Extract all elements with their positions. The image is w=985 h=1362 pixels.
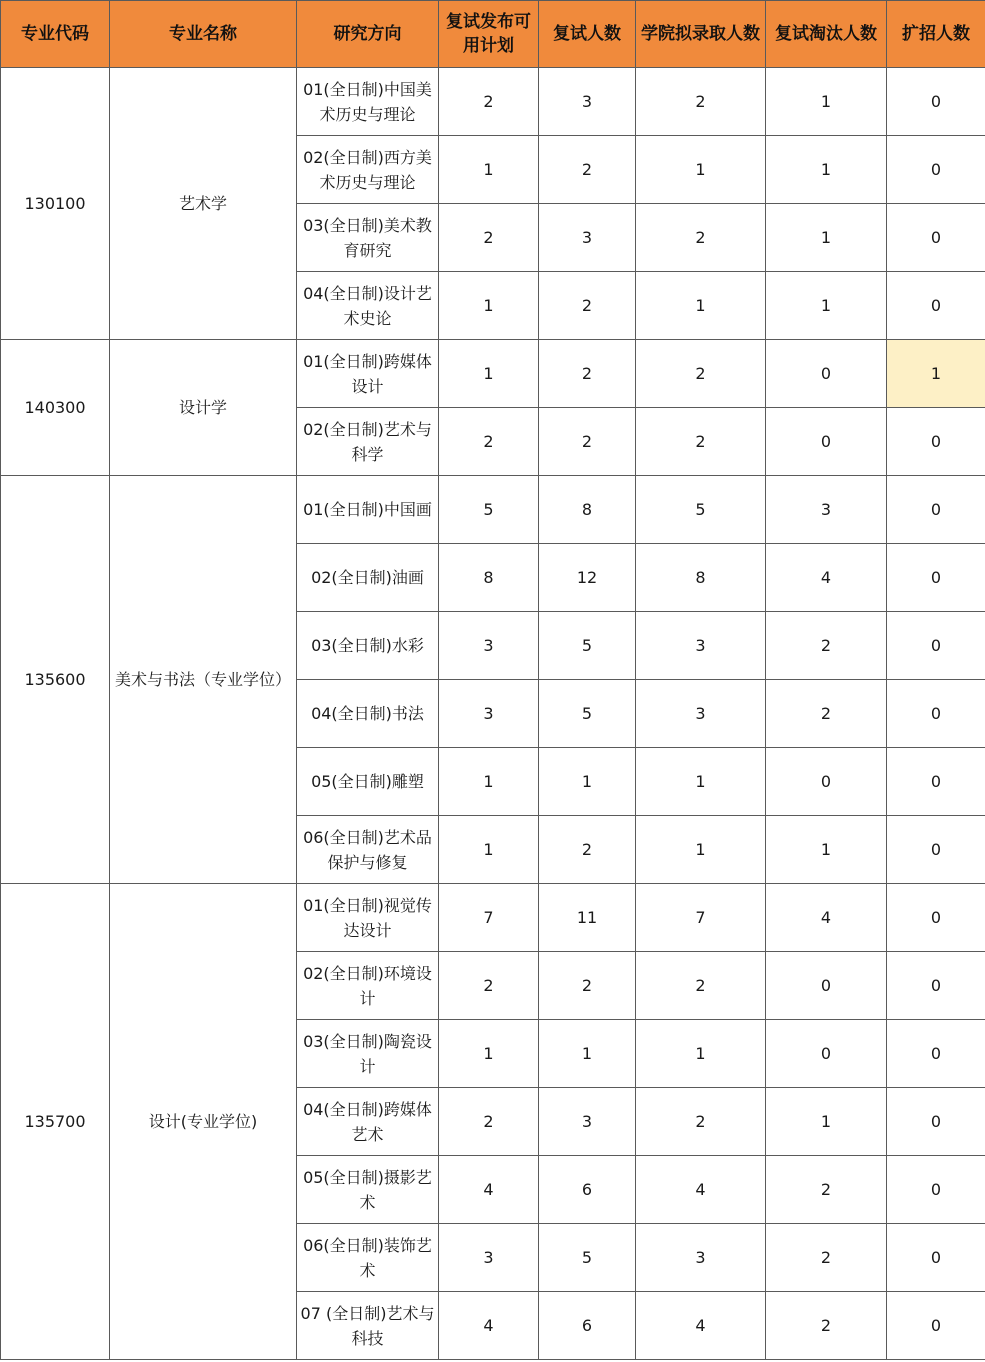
expanded-count-cell: 0 xyxy=(887,1088,985,1156)
interview-count-cell: 1 xyxy=(539,748,636,816)
eliminated-count-cell: 1 xyxy=(766,68,887,136)
plan-cell: 4 xyxy=(439,1292,539,1360)
research-direction-text: 04(全日制)跨媒体艺术 xyxy=(303,1099,432,1144)
research-direction-cell xyxy=(297,1088,439,1156)
research-direction-text: 01(全日制)视觉传达设计 xyxy=(303,895,432,940)
expanded-count-cell: 0 xyxy=(887,544,985,612)
plan-cell: 1 xyxy=(439,136,539,204)
table-row xyxy=(1,476,985,544)
eliminated-count-cell: 0 xyxy=(766,408,887,476)
research-direction-cell xyxy=(297,816,439,884)
research-direction-text: 03(全日制)美术教育研究 xyxy=(303,215,432,260)
plan-cell: 2 xyxy=(439,204,539,272)
admitted-count-cell: 2 xyxy=(636,408,766,476)
expanded-count-cell: 0 xyxy=(887,136,985,204)
interview-count-cell: 3 xyxy=(539,68,636,136)
research-direction-text: 04(全日制)书法 xyxy=(311,704,424,723)
research-direction-cell xyxy=(297,340,439,408)
eliminated-count-cell: 0 xyxy=(766,1020,887,1088)
research-direction-cell xyxy=(297,136,439,204)
eliminated-count-cell: 2 xyxy=(766,1292,887,1360)
eliminated-count-cell: 4 xyxy=(766,884,887,952)
admitted-count-cell: 1 xyxy=(636,136,766,204)
research-direction-cell xyxy=(297,1224,439,1292)
expanded-count-cell: 0 xyxy=(887,680,985,748)
research-direction-cell xyxy=(297,1156,439,1224)
research-direction-text: 02(全日制)油画 xyxy=(311,568,424,587)
research-direction-cell xyxy=(297,748,439,816)
plan-cell: 4 xyxy=(439,1156,539,1224)
expanded-count-cell: 0 xyxy=(887,204,985,272)
expanded-count-cell: 0 xyxy=(887,1224,985,1292)
research-direction-text: 06(全日制)艺术品保护与修复 xyxy=(303,827,432,872)
research-direction-text: 07 (全日制)艺术与科技 xyxy=(300,1303,435,1348)
research-direction-text: 05(全日制)雕塑 xyxy=(311,772,424,791)
expanded-count-cell: 0 xyxy=(887,1156,985,1224)
admitted-count-cell: 2 xyxy=(636,204,766,272)
header-interview-count: 复试人数 xyxy=(539,1,636,68)
table-row xyxy=(1,68,985,136)
table-header xyxy=(1,1,985,68)
research-direction-text: 06(全日制)装饰艺术 xyxy=(303,1235,432,1280)
eliminated-count-cell: 4 xyxy=(766,544,887,612)
interview-count-cell: 5 xyxy=(539,1224,636,1292)
research-direction-cell xyxy=(297,952,439,1020)
plan-cell: 2 xyxy=(439,1088,539,1156)
expanded-count-cell: 0 xyxy=(887,1020,985,1088)
research-direction-cell xyxy=(297,884,439,952)
eliminated-count-cell: 2 xyxy=(766,612,887,680)
table-body xyxy=(1,68,985,1360)
plan-cell: 2 xyxy=(439,408,539,476)
eliminated-count-cell: 0 xyxy=(766,340,887,408)
admitted-count-cell: 2 xyxy=(636,340,766,408)
plan-cell: 8 xyxy=(439,544,539,612)
admitted-count-cell: 4 xyxy=(636,1292,766,1360)
expanded-count-cell: 0 xyxy=(887,272,985,340)
research-direction-cell xyxy=(297,544,439,612)
table-row xyxy=(1,884,985,952)
eliminated-count-cell: 2 xyxy=(766,680,887,748)
research-direction-text: 01(全日制)跨媒体设计 xyxy=(303,351,432,396)
interview-count-cell: 3 xyxy=(539,204,636,272)
major-code-cell: 130100 xyxy=(1,68,110,340)
admitted-count-cell: 4 xyxy=(636,1156,766,1224)
header-available-plan: 复试发布可用计划 xyxy=(439,1,539,68)
admitted-count-cell: 5 xyxy=(636,476,766,544)
major-name-cell: 艺术学 xyxy=(110,68,297,340)
plan-cell: 1 xyxy=(439,816,539,884)
admitted-count-cell: 2 xyxy=(636,952,766,1020)
research-direction-cell xyxy=(297,408,439,476)
eliminated-count-cell: 1 xyxy=(766,816,887,884)
admitted-count-cell: 3 xyxy=(636,1224,766,1292)
research-direction-text: 02(全日制)环境设计 xyxy=(303,963,432,1008)
plan-cell: 3 xyxy=(439,680,539,748)
expanded-count-cell: 0 xyxy=(887,952,985,1020)
plan-cell: 2 xyxy=(439,952,539,1020)
interview-count-cell: 2 xyxy=(539,340,636,408)
interview-count-cell: 2 xyxy=(539,816,636,884)
interview-count-cell: 1 xyxy=(539,1020,636,1088)
plan-cell: 5 xyxy=(439,476,539,544)
plan-cell: 2 xyxy=(439,68,539,136)
plan-cell: 1 xyxy=(439,272,539,340)
research-direction-cell xyxy=(297,1020,439,1088)
eliminated-count-cell: 2 xyxy=(766,1156,887,1224)
expanded-count-cell: 0 xyxy=(887,884,985,952)
research-direction-text: 01(全日制)中国美术历史与理论 xyxy=(303,79,432,124)
header-expanded-count: 扩招人数 xyxy=(887,1,985,68)
admitted-count-cell: 3 xyxy=(636,612,766,680)
expanded-count-cell: 0 xyxy=(887,408,985,476)
eliminated-count-cell: 1 xyxy=(766,1088,887,1156)
admitted-count-cell: 1 xyxy=(636,272,766,340)
research-direction-text: 03(全日制)水彩 xyxy=(311,636,424,655)
admitted-count-cell: 7 xyxy=(636,884,766,952)
research-direction-cell xyxy=(297,272,439,340)
header-eliminated-count: 复试淘汰人数 xyxy=(766,1,887,68)
interview-count-cell: 12 xyxy=(539,544,636,612)
eliminated-count-cell: 1 xyxy=(766,204,887,272)
research-direction-cell xyxy=(297,680,439,748)
research-direction-cell xyxy=(297,612,439,680)
research-direction-text: 02(全日制)西方美术历史与理论 xyxy=(303,147,432,192)
interview-count-cell: 5 xyxy=(539,680,636,748)
expanded-count-cell: 1 xyxy=(887,340,985,408)
admitted-count-cell: 8 xyxy=(636,544,766,612)
admitted-count-cell: 1 xyxy=(636,748,766,816)
interview-count-cell: 11 xyxy=(539,884,636,952)
research-direction-cell xyxy=(297,204,439,272)
research-direction-text: 02(全日制)艺术与科学 xyxy=(303,419,432,464)
plan-cell: 1 xyxy=(439,1020,539,1088)
admitted-count-cell: 2 xyxy=(636,1088,766,1156)
header-row xyxy=(1,1,985,68)
plan-cell: 3 xyxy=(439,1224,539,1292)
plan-cell: 7 xyxy=(439,884,539,952)
header-major-code: 专业代码 xyxy=(1,1,110,68)
interview-count-cell: 6 xyxy=(539,1292,636,1360)
expanded-count-cell: 0 xyxy=(887,476,985,544)
plan-cell: 3 xyxy=(439,612,539,680)
expanded-count-cell: 0 xyxy=(887,612,985,680)
eliminated-count-cell: 1 xyxy=(766,136,887,204)
admitted-count-cell: 3 xyxy=(636,680,766,748)
major-code-cell: 135600 xyxy=(1,476,110,884)
interview-count-cell: 2 xyxy=(539,136,636,204)
header-admitted-count: 学院拟录取人数 xyxy=(636,1,766,68)
expanded-count-cell: 0 xyxy=(887,748,985,816)
research-direction-cell xyxy=(297,68,439,136)
admitted-count-cell: 2 xyxy=(636,68,766,136)
major-name-cell: 美术与书法（专业学位） xyxy=(110,476,297,884)
eliminated-count-cell: 0 xyxy=(766,952,887,1020)
header-research-direction: 研究方向 xyxy=(297,1,439,68)
research-direction-text: 03(全日制)陶瓷设计 xyxy=(303,1031,432,1076)
interview-count-cell: 8 xyxy=(539,476,636,544)
research-direction-cell xyxy=(297,1292,439,1360)
interview-count-cell: 2 xyxy=(539,408,636,476)
major-name-cell: 设计(专业学位) xyxy=(110,884,297,1360)
eliminated-count-cell: 0 xyxy=(766,748,887,816)
plan-cell: 1 xyxy=(439,340,539,408)
plan-cell: 1 xyxy=(439,748,539,816)
expanded-count-cell: 0 xyxy=(887,68,985,136)
interview-count-cell: 6 xyxy=(539,1156,636,1224)
interview-count-cell: 5 xyxy=(539,612,636,680)
interview-count-cell: 2 xyxy=(539,272,636,340)
admitted-count-cell: 1 xyxy=(636,816,766,884)
interview-count-cell: 2 xyxy=(539,952,636,1020)
eliminated-count-cell: 1 xyxy=(766,272,887,340)
eliminated-count-cell: 2 xyxy=(766,1224,887,1292)
expanded-count-cell: 0 xyxy=(887,816,985,884)
research-direction-text: 04(全日制)设计艺术史论 xyxy=(303,283,432,328)
admitted-count-cell: 1 xyxy=(636,1020,766,1088)
table-row xyxy=(1,340,985,408)
research-direction-cell xyxy=(297,476,439,544)
research-direction-text: 05(全日制)摄影艺术 xyxy=(303,1167,432,1212)
header-major-name: 专业名称 xyxy=(110,1,297,68)
major-code-cell: 135700 xyxy=(1,884,110,1360)
major-name-cell: 设计学 xyxy=(110,340,297,476)
eliminated-count-cell: 3 xyxy=(766,476,887,544)
major-code-cell: 140300 xyxy=(1,340,110,476)
expanded-count-cell: 0 xyxy=(887,1292,985,1360)
research-direction-text: 01(全日制)中国画 xyxy=(303,500,432,519)
interview-count-cell: 3 xyxy=(539,1088,636,1156)
